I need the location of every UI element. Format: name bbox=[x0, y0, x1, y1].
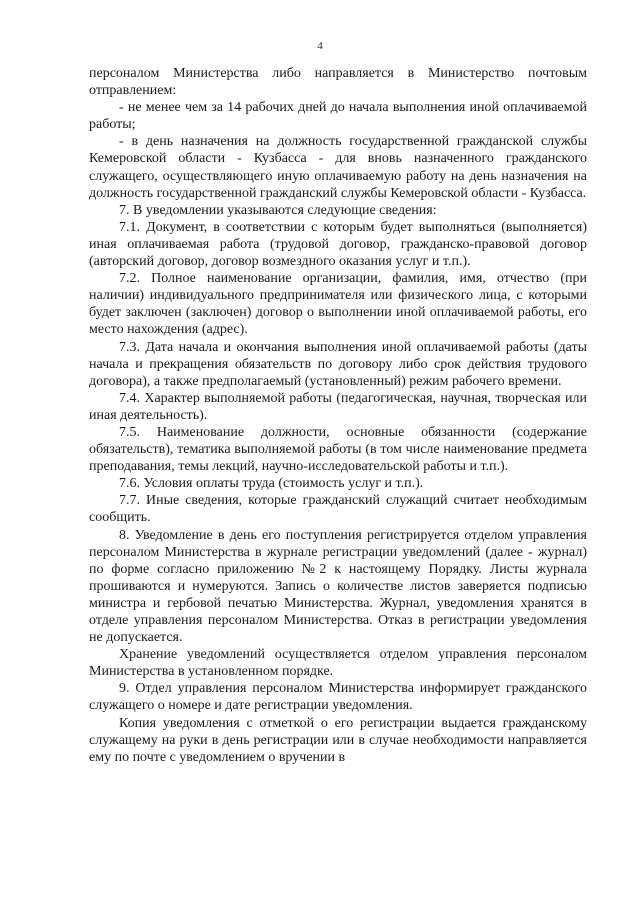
paragraph-continuation: персоналом Министерства либо направляется в Министерство почтовым отправлением: bbox=[89, 66, 587, 99]
paragraph-7: 7. В уведомлении указываются следующие сведения: bbox=[119, 202, 437, 218]
paragraph-7-3: 7.3. Дата начала и окончания выполнения иной оплачиваемой работы (даты начала и прекращения обязательств по договору либо срок действия трудового договора), а также предполагаемый (установленный) режим рабочего времени. bbox=[89, 339, 587, 389]
paragraph-appointment-item: - в день назначения на должность государственной гражданской службы Кемеровской области - Кузбасса - для вновь назначенного гражданского служащего, осуществляющего иную оплачиваемую работу на день назначения на должность государственной гражданский службы Кемеровской области - Кузбасса. bbox=[89, 134, 587, 201]
paragraph-7-6: 7.6. Условия оплаты труда (стоимость услуг и т.п.). bbox=[119, 476, 424, 492]
paragraph-7-2: 7.2. Полное наименование организации, фамилия, имя, отчество (при наличии) индивидуального предпринимателя или физического лица, с которыми будет заключен (заключен) договор о выполнении иной оплачиваемой работы, его место нахождения (адрес). bbox=[89, 271, 587, 338]
paragraph-7-1: 7.1. Документ, в соответствии с которым будет выполняться (выполняется) иная оплачиваемая работа (трудовой договор, гражданско-правовой договор (авторский договор, договор возмездного оказания услуг и т.п.). bbox=[89, 219, 587, 270]
paragraph-9: 9. Отдел управления персоналом Министерства информирует гражданского служащего о номере и дате регистрации уведомления. bbox=[89, 681, 587, 714]
paragraph-deadline-item: - не менее чем за 14 рабочих дней до начала выполнения иной оплачиваемой работы; bbox=[89, 100, 587, 133]
paragraph-7-4: 7.4. Характер выполняемой работы (педагогическая, научная, творческая или иная деятельность). bbox=[89, 390, 587, 423]
paragraph-7-7: 7.7. Иные сведения, которые гражданский служащий считает необходимым сообщить. bbox=[89, 493, 587, 526]
page-number: 4 bbox=[317, 40, 323, 52]
paragraph-storage: Хранение уведомлений осуществляется отделом управления персоналом Министерства в установленном порядке. bbox=[89, 647, 587, 680]
paragraph-8: 8. Уведомление в день его поступления регистрируется отделом управления персоналом Министерства в журнале регистрации уведомлений (далее - журнал) по форме согласно приложению №2 к настоящему Порядку. Листы журнала прошиваются и нумеруются. Запись о количестве листов заверяется подписью министра и гербовой печатью Министерства. Журнал, уведомления хранятся в отделе управления персоналом Министерства. Отказ в регистрации уведомления не допускается. bbox=[89, 527, 587, 646]
paragraph-copy: Копия уведомления с отметкой о его регистрации выдается гражданскому служащему на руки в день регистрации или в случае необходимости направляется ему по почте с уведомлением о вручении в bbox=[89, 715, 587, 765]
document-body bbox=[89, 65, 587, 766]
paragraph-7-5: 7.5. Наименование должности, основные обязанности (содержание обязательств), тематика выполняемой работы (в том числе наименование предмета преподавания, темы лекций, научно-исследовательской работы и т.п.). bbox=[89, 424, 587, 475]
